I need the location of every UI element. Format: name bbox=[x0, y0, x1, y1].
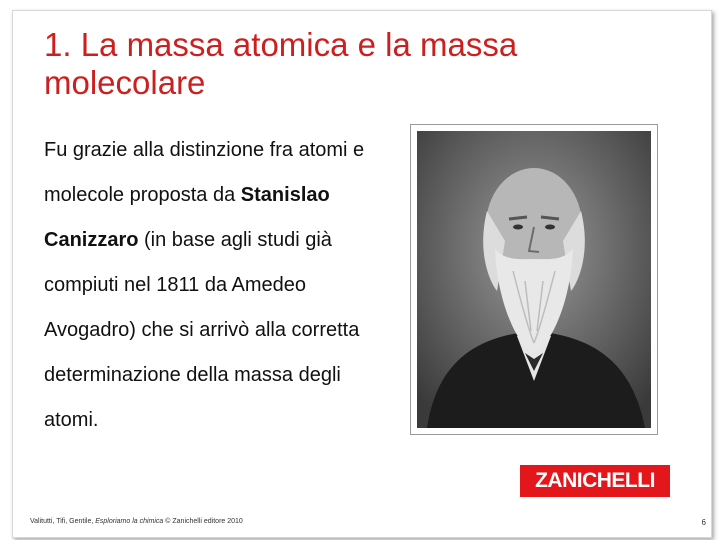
footer-book-title: Esploriamo la chimica bbox=[95, 518, 164, 525]
slide-title: 1. La massa atomica e la massa molecolare bbox=[44, 26, 518, 101]
slide-body-text bbox=[44, 128, 384, 443]
footer-credit bbox=[30, 518, 243, 525]
portrait-photo-icon bbox=[417, 131, 651, 428]
footer-authors: Valitutti, Tifi, Gentile, bbox=[30, 518, 96, 525]
body-text-end: (in base agli studi già compiuti nel 1811 da Amedeo Avogadro) che si arrivò alla corretta determinazione della massa degli atomi. bbox=[44, 229, 360, 431]
publisher-logo: ZANICHELLI bbox=[520, 465, 670, 497]
body-text-start: Fu grazie alla distinzione fra atomi e molecole proposta da bbox=[44, 139, 365, 206]
portrait-frame bbox=[410, 124, 658, 435]
scientist-name: Stanislao Canizzaro bbox=[44, 184, 330, 251]
footer-copyright: © Zanichelli editore 2010 bbox=[163, 518, 243, 525]
page-number: 6 bbox=[701, 518, 706, 527]
